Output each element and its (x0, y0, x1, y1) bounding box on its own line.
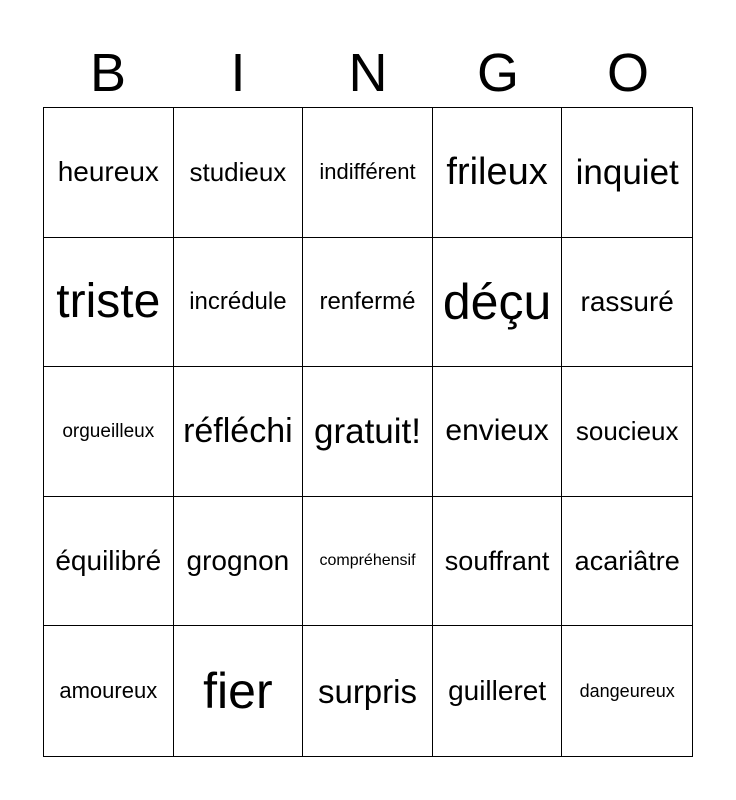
header-letter-b: B (89, 43, 127, 103)
bingo-cell[interactable]: rassuré (562, 238, 692, 368)
bingo-cell[interactable]: guilleret (433, 626, 563, 756)
bingo-cell[interactable]: déçu (433, 238, 563, 368)
bingo-cell[interactable]: compréhensif (303, 497, 433, 627)
header-letter-i: I (230, 43, 246, 103)
bingo-cell[interactable]: acariâtre (562, 497, 692, 627)
bingo-cell[interactable]: inquiet (562, 108, 692, 238)
bingo-cell[interactable]: gratuit! (303, 367, 433, 497)
bingo-cell[interactable]: amoureux (44, 626, 174, 756)
bingo-cell[interactable]: grognon (174, 497, 304, 627)
header-letter-n: N (348, 43, 388, 103)
bingo-cell[interactable]: renfermé (303, 238, 433, 368)
bingo-cell[interactable]: envieux (433, 367, 563, 497)
bingo-cell[interactable]: souffrant (433, 497, 563, 627)
bingo-cell[interactable]: équilibré (44, 497, 174, 627)
bingo-cell[interactable]: fier (174, 626, 304, 756)
bingo-cell[interactable]: surpris (303, 626, 433, 756)
bingo-cell[interactable]: indifférent (303, 108, 433, 238)
bingo-header (43, 38, 693, 108)
bingo-cell[interactable]: heureux (44, 108, 174, 238)
bingo-cell[interactable]: orgueilleux (44, 367, 174, 497)
bingo-cell[interactable]: réfléchi (174, 367, 304, 497)
bingo-cell[interactable]: frileux (433, 108, 563, 238)
bingo-board (43, 107, 693, 757)
bingo-cell[interactable]: triste (44, 238, 174, 368)
bingo-cell[interactable]: studieux (174, 108, 304, 238)
header-letter-g: G (476, 43, 519, 103)
bingo-cell[interactable]: dangeureux (579, 681, 675, 702)
bingo-cell[interactable]: incrédule (174, 238, 304, 368)
header-letter-o: O (606, 43, 649, 103)
bingo-cell[interactable]: soucieux (562, 367, 692, 497)
